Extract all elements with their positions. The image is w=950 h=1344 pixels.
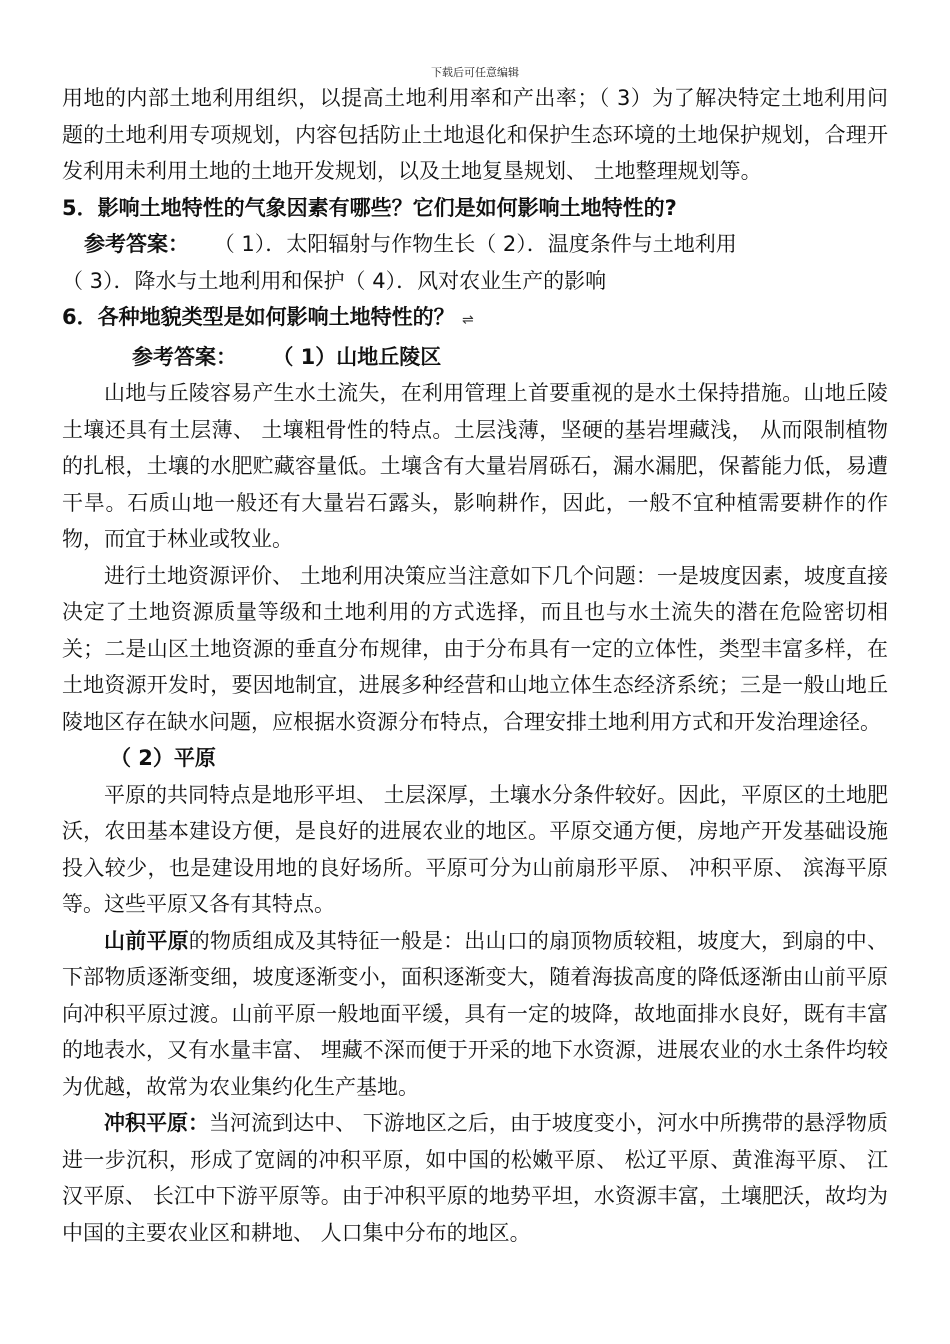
term-piedmont-plain: 山前平原: [104, 928, 189, 953]
answer-5-line1: [62, 226, 888, 263]
question-6: [62, 299, 888, 339]
alluvial-plain-text: 当河流到达中、 下游地区之后，由于坡度变小，河水中所携带的悬浮物质进一步沉积，形成了宽阔的冲积平原，如中国的松嫩平原、 松辽平原、黄淮海平原、 江汉平原、 长江中下游平原等。由于冲积平原的地势平坦，水资源丰富，土壤肥沃，故均为中国的主要农业区和耕地、 人口集中分布的地区。: [62, 1111, 888, 1245]
mountain-paragraph-1: 山地与丘陵容易产生水土流失，在利用管理上首要重视的是水土保持措施。山地丘陵土壤还具有土层薄、 土壤粗骨性的特点。土层浅薄，坚硬的基岩埋藏浅， 从而限制植物的扎根，土壤的水肥贮藏容量低。土壤含有大量岩屑砾石，漏水漏肥，保蓄能力低，易遭干旱。石质山地一般还有大量岩石露头，影响耕作，因此，一般不宜种植需要耕作的作物，而宜于林业或牧业。: [62, 381, 888, 551]
question-6-text: 6．各种地貌类型是如何影响土地特性的？: [62, 305, 455, 329]
page-header: 下载后可任意编辑: [431, 66, 519, 79]
piedmont-plain-text: 的物质组成及其特征一般是：出山口的扇顶物质较粗，坡度大，到扇的中、 下部物质逐渐变细，坡度逐渐变小，面积逐渐变大，随着海拔高度的降低逐渐由山前平原向冲积平原过渡。山前平原一般地面平缓，具有一定的坡降，故地面排水良好，既有丰富的地表水，又有水量丰富、 埋藏不深而便于开采的地下水资源，进展农业的水土条件均较为优越，故常为农业集约化生产基地。: [62, 928, 889, 1099]
plain-paragraph-2: [62, 923, 888, 1106]
answer-label: 参考答案：: [132, 344, 237, 369]
plain-paragraph-3: [62, 1105, 888, 1251]
mountain-paragraph-2: 进行土地资源评价、 土地利用决策应当注意如下几个问题：一是坡度因素，坡度直接决定了土地资源质量等级和土地利用的方式选择，而且也与水土流失的潜在危险密切相关；二是山区土地资源的垂直分布规律，由于分布具有一定的立体性，类型丰富多样，在土地资源开发时，要因地制宜，进展多种经营和山地立体生态经济系统；三是一般山地丘陵地区存在缺水问题，应根据水资源分布特点，合理安排土地利用方式和开发治理途径。: [62, 563, 889, 734]
intro-paragraph: 用地的内部土地利用组织，以提高土地利用率和产出率；（ 3）为了解决特定土地利用问题的土地利用专项规划，内容包括防止土地退化和保护生态环境的土地保护规划，合理开发利用未利用土地的土地开发规划，以及土地复垦规划、 土地整理规划等。: [62, 86, 888, 183]
answer-6-heading: [62, 339, 888, 376]
return-mark-icon: ⇌: [461, 312, 474, 328]
document-body: [62, 80, 888, 1251]
section-title-plain: （ 2）平原: [110, 746, 216, 770]
question-5: 5．影响土地特性的气象因素有哪些？它们是如何影响土地特性的?: [62, 195, 677, 220]
section-title-mountain: （ 1）山地丘陵区: [272, 344, 442, 369]
plain-paragraph-1: 平原的共同特点是地形平坦、 土层深厚，土壤水分条件较好。因此，平原区的土地肥沃，农田基本建设方便，是良好的进展农业的地区。平原交通方便，房地产开发基础设施投入较少，也是建设用地的良好场所。平原可分为山前扇形平原、 冲积平原、 滨海平原等。这些平原又各有其特点。: [62, 782, 888, 916]
answer-5-line2: （ 3）．降水与土地利用和保护（ 4）．风对农业生产的影响: [62, 268, 607, 293]
answer-5-items-1: （ 1）．太阳辐射与作物生长（ 2）．温度条件与土地利用: [213, 232, 737, 256]
term-alluvial-plain: 冲积平原：: [104, 1111, 210, 1135]
answer-label: 参考答案：: [84, 232, 189, 256]
